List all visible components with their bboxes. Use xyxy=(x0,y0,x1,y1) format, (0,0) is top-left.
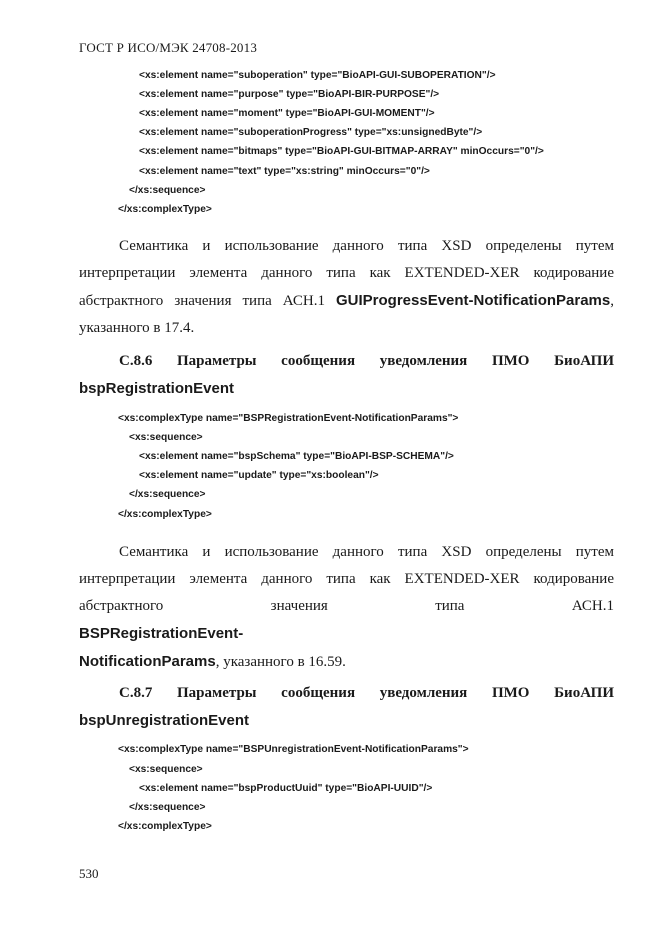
paragraph-text: , xyxy=(610,293,614,309)
code-line: <xs:sequence> xyxy=(129,432,203,443)
heading-line: С.8.6 Параметры сообщения уведомления ПМО БиоАПИ xyxy=(119,353,614,369)
code-line: </xs:complexType> xyxy=(118,821,212,832)
paragraph-text: абстрактного значения типа АСН.1 xyxy=(79,598,614,614)
paragraph-text: абстрактного значения типа АСН.1 xyxy=(79,293,336,309)
code-line: <xs:element name="suboperationProgress" type="xs:unsignedByte"/> xyxy=(139,127,483,138)
heading-keyword: bspUnregistrationEvent xyxy=(79,712,250,729)
code-line: </xs:complexType> xyxy=(118,204,212,215)
code-line: <xs:complexType name="BSPRegistrationEvent-NotificationParams"> xyxy=(118,413,459,424)
code-line: <xs:element name="bitmaps" type="BioAPI-GUI-BITMAP-ARRAY" minOccurs="0"/> xyxy=(139,146,544,157)
paragraph-line xyxy=(79,287,614,315)
code-line: </xs:sequence> xyxy=(129,489,206,500)
type-name: BSPRegistrationEvent- xyxy=(79,625,244,642)
code-line: <xs:element name="bspProductUuid" type="BioAPI-UUID"/> xyxy=(139,783,433,794)
code-line: <xs:element name="bspSchema" type="BioAPI-BSP-SCHEMA"/> xyxy=(139,451,454,462)
paragraph-line xyxy=(79,648,614,676)
code-line: <xs:element name="text" type="xs:string" minOccurs="0"/> xyxy=(139,166,430,177)
code-line: <xs:element name="update" type="xs:boolean"/> xyxy=(139,470,379,481)
code-line: </xs:sequence> xyxy=(129,185,206,196)
paragraph-line: Семантика и использование данного типа XSD определены путем xyxy=(119,544,614,560)
type-name: GUIProgressEvent-NotificationParams xyxy=(336,292,611,309)
code-line: <xs:element name="purpose" type="BioAPI-BIR-PURPOSE"/> xyxy=(139,89,440,100)
code-line: </xs:complexType> xyxy=(118,509,212,520)
section-heading-c87 xyxy=(79,680,614,734)
type-name: NotificationParams xyxy=(79,653,216,670)
code-line: <xs:element name="suboperation" type="BioAPI-GUI-SUBOPERATION"/> xyxy=(139,70,496,81)
heading-keyword: bspRegistrationEvent xyxy=(79,380,235,397)
page-number: 530 xyxy=(79,866,99,881)
section-heading-c86 xyxy=(79,348,614,402)
code-line: </xs:sequence> xyxy=(129,802,206,813)
paragraph-line: указанного в 17.4. xyxy=(79,320,195,336)
paragraph-line xyxy=(79,593,614,648)
code-line: <xs:complexType name="BSPUnregistrationEvent-NotificationParams"> xyxy=(118,744,469,755)
paragraph-line: интерпретации элемента данного типа как EXTENDED-XER кодирование xyxy=(79,571,614,587)
code-line: <xs:sequence> xyxy=(129,764,203,775)
document-header: ГОСТ Р ИСО/МЭК 24708-2013 xyxy=(79,40,258,55)
paragraph-text: , указанного в 16.59. xyxy=(215,654,346,670)
paragraph-line: интерпретации элемента данного типа как EXTENDED-XER кодирование xyxy=(79,265,614,281)
paragraph-line: Семантика и использование данного типа XSD определены путем xyxy=(119,238,614,254)
paragraph-semantics-2 xyxy=(79,539,614,676)
paragraph-semantics-1 xyxy=(79,233,614,342)
code-line: <xs:element name="moment" type="BioAPI-GUI-MOMENT"/> xyxy=(139,108,435,119)
heading-line: С.8.7 Параметры сообщения уведомления ПМО БиоАПИ xyxy=(119,685,614,701)
